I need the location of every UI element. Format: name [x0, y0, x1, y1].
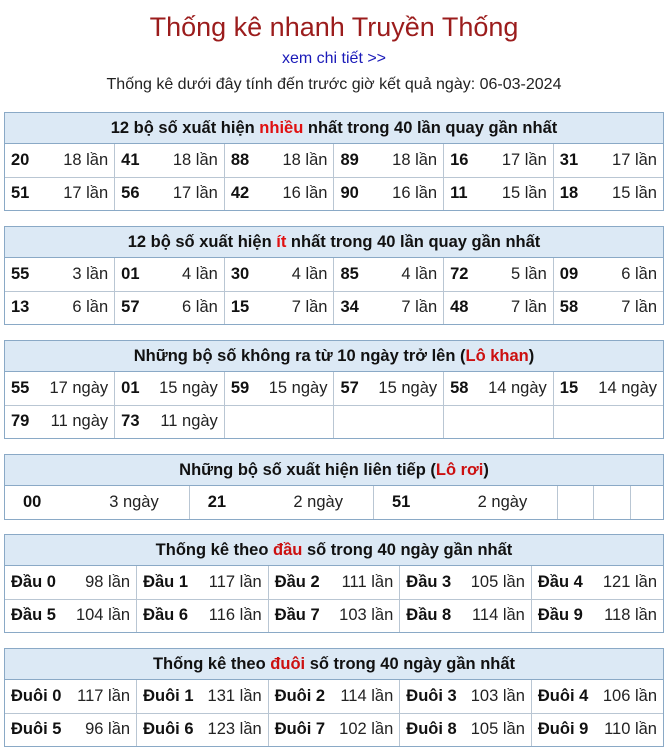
lo-number: 00 — [23, 493, 42, 511]
lo-number: Đuôi 7 — [274, 720, 326, 739]
lo-number: 90 — [340, 184, 359, 203]
lo-count: 14 ngày — [598, 378, 657, 397]
lo-number: 01 — [121, 378, 140, 397]
dau-stats-panel — [4, 534, 664, 633]
duoi-cell — [531, 713, 663, 746]
lo-count: 131 lần — [207, 686, 262, 705]
lo-number: Đuôi 0 — [11, 686, 62, 705]
lo-count: 123 lần — [207, 720, 262, 739]
lo-count: 7 lần — [511, 298, 547, 317]
lo-number: Đầu 8 — [406, 606, 452, 625]
most-frequent-heading: 12 bộ số xuất hiện nhiều nhất trong 40 lần quay gần nhất — [5, 113, 663, 144]
lo-roi-cell — [373, 486, 557, 519]
least-cell — [5, 291, 115, 324]
lo-number: 88 — [230, 150, 250, 169]
lo-number: Đầu 0 — [11, 572, 56, 591]
most-cell — [5, 177, 115, 210]
lo-count: 103 lần — [339, 606, 394, 625]
lo-count: 4 lần — [182, 264, 218, 283]
khan-cell — [5, 405, 115, 438]
duoi-cell — [268, 680, 400, 713]
lo-count: 6 lần — [182, 298, 218, 317]
lo-count: 11 ngày — [160, 412, 218, 431]
lo-number: Đầu 3 — [406, 572, 452, 591]
duoi-cell — [268, 713, 400, 746]
table-row — [5, 177, 663, 210]
lo-count: 7 lần — [291, 298, 328, 317]
lo-number: 72 — [450, 264, 469, 283]
duoi-cell — [531, 680, 663, 713]
lo-number: 56 — [121, 184, 140, 203]
lo-count: 6 lần — [621, 264, 657, 283]
lo-number: Đuôi 1 — [143, 686, 194, 705]
lo-count: 17 lần — [63, 184, 109, 203]
lo-khan-table — [5, 372, 663, 438]
duoi-cell — [400, 680, 532, 713]
lo-count: 4 lần — [291, 264, 328, 283]
duoi-cell — [5, 713, 137, 746]
dau-stats-table — [5, 566, 663, 632]
lo-number: 42 — [230, 184, 250, 203]
table-row — [5, 486, 663, 519]
lo-count: 106 lần — [602, 686, 657, 705]
lo-count: 117 lần — [208, 572, 262, 591]
least-cell — [115, 291, 225, 324]
lo-khan-panel — [4, 340, 664, 439]
lo-count: 15 ngày — [268, 378, 328, 397]
empty-cell — [444, 405, 554, 438]
dau-cell — [400, 566, 532, 599]
lo-count: 105 lần — [470, 720, 525, 739]
lo-count: 111 lần — [341, 572, 394, 591]
lo-count: 5 lần — [511, 264, 547, 283]
most-frequent-panel — [4, 112, 664, 211]
lo-number: 55 — [11, 264, 30, 283]
khan-cell — [224, 372, 334, 405]
duoi-stats-panel — [4, 648, 664, 747]
least-cell — [224, 291, 334, 324]
lo-number: Đầu 9 — [537, 606, 583, 625]
least-cell — [115, 258, 225, 291]
empty-cell — [594, 486, 630, 519]
lo-count: 7 lần — [621, 298, 657, 317]
table-row — [5, 372, 663, 405]
least-cell — [334, 291, 444, 324]
lo-number: Đuôi 4 — [537, 686, 589, 705]
least-frequent-heading: 12 bộ số xuất hiện ít nhất trong 40 lần quay gần nhất — [5, 227, 663, 258]
least-frequent-panel — [4, 226, 664, 325]
table-row — [5, 258, 663, 291]
empty-cell — [553, 405, 663, 438]
lo-roi-cell — [5, 486, 189, 519]
khan-cell — [334, 372, 444, 405]
lo-number: Đầu 2 — [274, 572, 320, 591]
page-subtitle: Thống kê dưới đây tính đến trước giờ kết quả ngày: 06-03-2024 — [106, 76, 562, 93]
lo-number: 13 — [11, 298, 30, 317]
lo-count: 116 lần — [208, 606, 262, 625]
lo-roi-cell — [189, 486, 373, 519]
lo-number: 89 — [340, 150, 359, 169]
lo-number: Đuôi 9 — [537, 720, 589, 739]
most-cell — [334, 177, 444, 210]
lo-number: 48 — [450, 298, 469, 317]
table-row — [5, 713, 663, 746]
lo-count: 3 lần — [72, 264, 109, 283]
khan-cell — [444, 372, 554, 405]
lo-number: 58 — [559, 298, 579, 317]
least-cell — [224, 258, 334, 291]
lo-number: 34 — [340, 298, 359, 317]
lo-number: Đầu 4 — [537, 572, 583, 591]
lo-count: 18 lần — [63, 150, 109, 169]
empty-cell — [558, 486, 594, 519]
lo-count: 18 lần — [282, 150, 328, 169]
lo-number: Đầu 6 — [143, 606, 189, 625]
lo-count: 6 lần — [72, 298, 109, 317]
dau-cell — [268, 566, 400, 599]
most-cell — [115, 144, 225, 177]
lo-number: 11 — [450, 184, 468, 203]
lo-number: 21 — [207, 493, 227, 511]
duoi-cell — [137, 680, 269, 713]
lo-count: 114 lần — [471, 606, 525, 625]
most-cell — [444, 177, 554, 210]
lo-number: 01 — [121, 264, 140, 283]
lo-count: 14 ngày — [488, 378, 547, 397]
table-row — [5, 566, 663, 599]
lo-count: 15 lần — [612, 184, 657, 203]
lo-count: 4 lần — [401, 264, 438, 283]
lo-number: Đầu 5 — [11, 606, 56, 625]
most-frequent-table — [5, 144, 663, 210]
lo-count: 15 ngày — [159, 378, 218, 397]
lo-count: 3 ngày — [109, 493, 159, 511]
lo-number: Đuôi 2 — [274, 686, 326, 705]
lo-number: 51 — [391, 493, 411, 511]
lo-roi-panel — [4, 454, 664, 520]
least-cell — [5, 258, 115, 291]
lo-count: 103 lần — [470, 686, 525, 705]
duoi-cell — [5, 680, 137, 713]
duoi-cell — [137, 713, 269, 746]
lo-number: 57 — [121, 298, 140, 317]
duoi-stats-table — [5, 680, 663, 746]
dau-cell — [400, 599, 532, 632]
lo-count: 104 lần — [75, 606, 131, 625]
lo-number: 16 — [450, 150, 469, 169]
lo-count: 16 lần — [392, 184, 438, 203]
most-cell — [334, 144, 444, 177]
most-cell — [553, 177, 663, 210]
lo-number: Đuôi 3 — [406, 686, 457, 705]
least-cell — [553, 291, 663, 324]
lo-count: 17 ngày — [49, 378, 109, 397]
lo-number: 31 — [559, 150, 579, 169]
lo-count: 121 lần — [602, 572, 657, 591]
khan-cell — [553, 372, 663, 405]
lo-count: 17 lần — [612, 150, 657, 169]
khan-cell — [115, 405, 225, 438]
lo-roi-heading: Những bộ số xuất hiện liên tiếp (Lô rơi) — [5, 455, 663, 486]
lo-number: 55 — [11, 378, 30, 397]
lo-count: 15 lần — [501, 184, 547, 203]
least-cell — [334, 258, 444, 291]
lo-number: 18 — [559, 184, 579, 203]
most-cell — [224, 177, 334, 210]
lo-count: 11 ngày — [50, 412, 109, 431]
lo-number: 59 — [230, 378, 250, 397]
least-cell — [553, 258, 663, 291]
table-row — [5, 599, 663, 632]
table-row — [5, 291, 663, 324]
khan-cell — [5, 372, 115, 405]
dau-cell — [5, 566, 137, 599]
lo-count: 118 lần — [604, 606, 657, 625]
duoi-stats-heading: Thống kê theo đuôi số trong 40 ngày gần nhất — [5, 649, 663, 680]
page-title: Thống kê nhanh Truyền Thống — [149, 12, 519, 42]
lo-number: 58 — [450, 378, 469, 397]
lo-number: 09 — [559, 264, 579, 283]
dau-cell — [268, 599, 400, 632]
lo-count: 2 ngày — [293, 493, 343, 511]
lo-roi-table — [5, 486, 663, 519]
lo-count: 98 lần — [85, 572, 131, 591]
lo-count: 7 lần — [401, 298, 438, 317]
dau-cell — [137, 599, 269, 632]
most-cell — [115, 177, 225, 210]
lo-count: 17 lần — [172, 184, 218, 203]
empty-cell — [334, 405, 444, 438]
table-row — [5, 405, 663, 438]
lo-count: 105 lần — [470, 572, 525, 591]
dau-cell — [5, 599, 137, 632]
most-cell — [444, 144, 554, 177]
lo-number: Đầu 1 — [143, 572, 189, 591]
most-cell — [553, 144, 663, 177]
least-cell — [444, 258, 554, 291]
lo-number: 15 — [230, 298, 250, 317]
dau-stats-heading: Thống kê theo đầu số trong 40 ngày gần nhất — [5, 535, 663, 566]
lo-count: 2 ngày — [477, 493, 528, 511]
lo-khan-heading: Những bộ số không ra từ 10 ngày trở lên (Lô khan) — [5, 341, 663, 372]
most-cell — [5, 144, 115, 177]
lo-number: 41 — [121, 150, 140, 169]
lo-number: 51 — [11, 184, 30, 203]
duoi-cell — [400, 713, 532, 746]
empty-cell — [630, 486, 663, 519]
lo-number: 57 — [340, 378, 359, 397]
khan-cell — [115, 372, 225, 405]
dau-cell — [137, 566, 269, 599]
lo-count: 18 lần — [172, 150, 218, 169]
lo-count: 110 lần — [604, 720, 657, 739]
lo-number: 85 — [340, 264, 359, 283]
most-cell — [224, 144, 334, 177]
lo-count: 117 lần — [77, 686, 131, 705]
lo-number: 15 — [559, 378, 579, 397]
empty-cell — [224, 405, 334, 438]
least-frequent-table — [5, 258, 663, 324]
detail-link[interactable]: xem chi tiết >> — [281, 50, 387, 67]
lo-number: 20 — [11, 150, 30, 169]
lo-count: 114 lần — [340, 686, 394, 705]
table-row — [5, 144, 663, 177]
lo-count: 102 lần — [339, 720, 394, 739]
lo-number: 30 — [230, 264, 250, 283]
lo-number: Đuôi 8 — [406, 720, 457, 739]
dau-cell — [531, 566, 663, 599]
lo-number: 73 — [121, 412, 140, 431]
lo-number: Đầu 7 — [274, 606, 320, 625]
lo-count: 18 lần — [392, 150, 438, 169]
lo-number: 79 — [11, 412, 30, 431]
lo-number: Đuôi 6 — [143, 720, 194, 739]
lo-count: 16 lần — [282, 184, 328, 203]
table-row — [5, 680, 663, 713]
lo-number: Đuôi 5 — [11, 720, 62, 739]
lo-count: 17 lần — [501, 150, 547, 169]
lo-count: 96 lần — [85, 720, 131, 739]
lo-count: 15 ngày — [378, 378, 438, 397]
least-cell — [444, 291, 554, 324]
dau-cell — [531, 599, 663, 632]
